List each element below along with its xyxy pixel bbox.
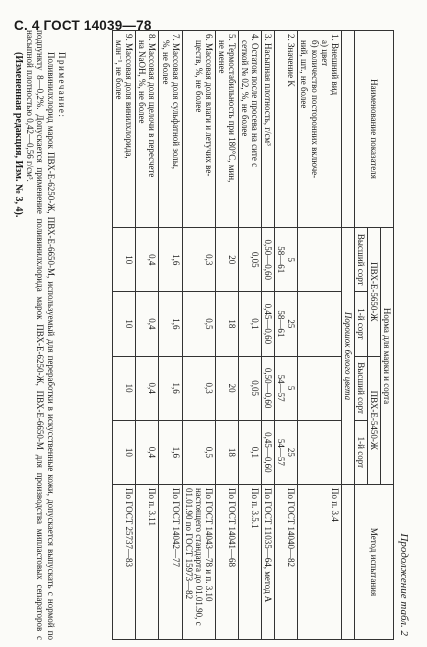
value-cell: 25 54—57	[275, 420, 298, 484]
value-cell: 0,4	[136, 420, 159, 484]
value-cell: 0,50—0,60	[262, 356, 275, 420]
notes-edition: (Измененная редакция, Изм. № 3, 4).	[12, 52, 24, 218]
indicator-cell	[159, 31, 182, 228]
section-spacer	[341, 484, 354, 639]
value-cell: 18	[215, 420, 238, 484]
value-cell: 0,4	[136, 292, 159, 356]
indicator-line: 8. Массовая доля щелочи в пересчете	[147, 34, 158, 178]
value-cell: 0,4	[136, 356, 159, 420]
value-cell	[298, 356, 341, 420]
method-cell: По ГОСТ 14042—77	[159, 484, 182, 639]
value-cell: 10	[113, 356, 136, 420]
method-cell: По п. 3.5.1	[238, 484, 261, 639]
value-cell: 1,6	[159, 228, 182, 292]
method-cell: По ГОСТ 25737—83	[113, 484, 136, 639]
method-cell: По п. 3.11	[136, 484, 159, 639]
indicator-cell	[182, 31, 215, 228]
header-method: Метод испытания	[354, 484, 393, 639]
value-cell: 0,05	[238, 356, 261, 420]
table-row	[136, 31, 159, 640]
indicator-cell	[136, 31, 159, 228]
table-row	[182, 31, 215, 640]
indicator-line: 6. Массовая доля влаги и летучих ве-	[203, 34, 214, 177]
notes-title: Примечание:	[57, 52, 67, 119]
header-grade-top-2: Высший сорт	[354, 356, 367, 420]
value-cell: 0,45—0,60	[262, 420, 275, 484]
indicator-cell	[262, 31, 275, 228]
indicator-cell	[215, 31, 238, 228]
method-cell: По ГОСТ 14040—82	[275, 484, 298, 639]
value-cell: 0,1	[238, 292, 261, 356]
value-cell: 0,5	[182, 420, 215, 484]
method-cell: По ГОСТ 14043—78 и п. 3.10 настоящего стандарта до 01.01.90, с 01.01.90 по ГОСТ 15973—82	[182, 484, 215, 639]
section-spacer	[341, 31, 354, 228]
indicator-line: 4. Остаток после просева на сите с	[250, 34, 261, 168]
value-cell: 5 58—61	[275, 228, 298, 292]
section-label: Порошок белого цвета	[342, 311, 353, 401]
value-cell: 0,50—0,60	[262, 228, 275, 292]
indicator-line: на NaOH, %, не более	[137, 40, 148, 124]
indicator-line: 2. Значение K	[286, 34, 297, 87]
indicator-line: б) количество посторонних включе-	[309, 40, 320, 179]
section-row	[341, 31, 354, 640]
page-header: С. 4 ГОСТ 14039—78	[14, 18, 152, 33]
value-cell: 0,45—0,60	[262, 292, 275, 356]
value-cell: 10	[113, 292, 136, 356]
value-cell: 0,05	[238, 228, 261, 292]
value-cell: 10	[113, 420, 136, 484]
table-row	[113, 31, 136, 640]
continuation-label: Продолжение табл. 2	[398, 533, 410, 636]
indicator-line: сеткой № 02, %, не более	[240, 40, 251, 137]
header-grade-first-2: 1-й сорт	[354, 420, 367, 484]
table-row	[298, 31, 341, 640]
value-cell	[298, 420, 341, 484]
table-row	[238, 31, 261, 640]
value-cell: 1,6	[159, 356, 182, 420]
method-cell: По ГОСТ 11035—64, метод А	[262, 484, 275, 639]
value-cell: 1,6	[159, 420, 182, 484]
indicator-line: а) цвет	[319, 40, 330, 67]
value-cell	[298, 292, 341, 356]
header-brand-2: ПВХ-Е-5450-Ж	[367, 356, 380, 484]
header-norm-group: Норма для марки и сорта	[380, 228, 393, 485]
header-brand-1: ПВХ-Е-5650-Ж	[367, 228, 380, 356]
value-cell: 1,6	[159, 292, 182, 356]
indicator-line: 7. Массовая доля сульфатной золы,	[170, 34, 181, 169]
header-grade-first-1: 1-й сорт	[354, 292, 367, 356]
value-cell: 18	[215, 292, 238, 356]
indicator-line: %, не более	[160, 40, 171, 85]
indicator-line: 5. Термостабильность при 180°С, мин,	[226, 34, 237, 183]
value-cell: 0,5	[182, 292, 215, 356]
value-cell: 20	[215, 228, 238, 292]
method-cell: По п. 3.4	[298, 484, 341, 639]
indicator-cell	[275, 31, 298, 228]
value-cell: 10	[113, 228, 136, 292]
indicator-line: 1. Внешний вид	[329, 34, 340, 96]
indicator-line: ний, шт., не более	[299, 40, 310, 109]
norms-table	[112, 30, 394, 640]
notes-text: Поливинилхлорид марок ПВХ-Е-6250-Ж, ПВХ-Е-6650-М, используемый для переработки в искусственные кожи, допускается выпускать с нормой по подпункту 8—0,2%. Допускается применение поливинилхлорида марок ПВХ-Е-6250-Ж, ПВХ-Е-6650-М для производства мипластовых сепараторов с насыпной плотностью 0,42—0,56 г/см³.	[24, 30, 57, 640]
table-row	[275, 31, 298, 640]
header-indicator: Наименование показателя	[354, 31, 393, 228]
table-body	[113, 31, 355, 640]
indicator-cell	[238, 31, 261, 228]
indicator-cell	[113, 31, 136, 228]
value-cell: 5 54—57	[275, 356, 298, 420]
value-cell: 20	[215, 356, 238, 420]
value-cell: 0,1	[238, 420, 261, 484]
table-row	[159, 31, 182, 640]
indicator-line: ществ, %, не более	[193, 40, 204, 113]
value-cell: 25 58—61	[275, 292, 298, 356]
value-cell: 0,3	[182, 356, 215, 420]
indicator-line: 9. Массовая доля винилхлорида,	[124, 34, 135, 159]
header-grade-top-1: Высший сорт	[354, 228, 367, 292]
table-row	[262, 31, 275, 640]
value-cell	[298, 228, 341, 292]
indicator-line: млн⁻¹, не более	[114, 40, 125, 100]
value-cell: 0,4	[136, 228, 159, 292]
rotated-table-page	[12, 30, 412, 640]
indicator-cell	[298, 31, 341, 228]
indicator-line: не менее	[216, 40, 227, 74]
method-cell: По ГОСТ 14041—68	[215, 484, 238, 639]
indicator-line: 3. Насыпная плотность, г/см³	[263, 34, 274, 146]
notes-block	[12, 30, 67, 640]
value-cell: 0,3	[182, 228, 215, 292]
table-row	[215, 31, 238, 640]
